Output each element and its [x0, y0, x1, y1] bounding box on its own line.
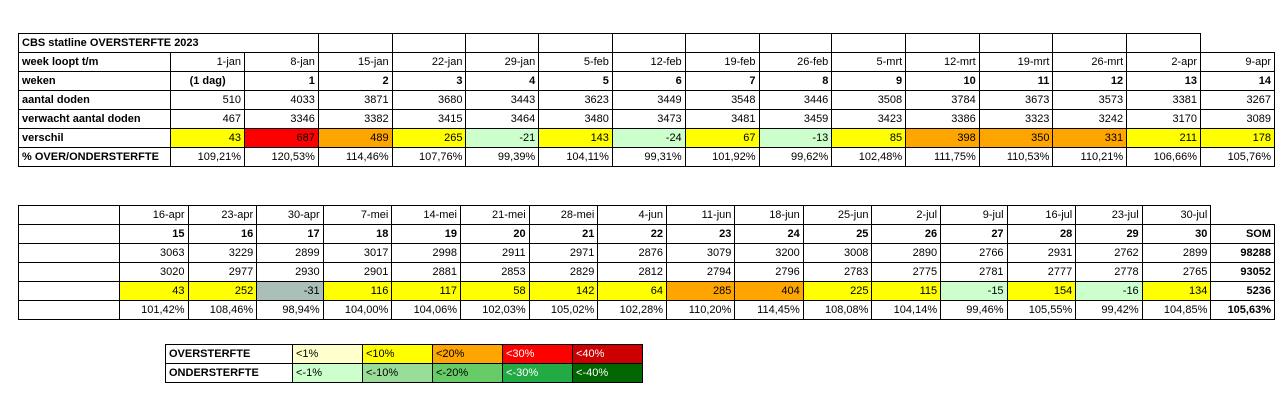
- percentage-cell: 104,14%: [872, 301, 941, 320]
- week-number-cell: 26: [872, 225, 941, 244]
- percentage-cell: 106,66%: [1127, 148, 1201, 167]
- row-weeks: [19, 72, 1275, 91]
- difference-cell: 43: [171, 129, 245, 148]
- percentage-cell: 109,21%: [171, 148, 245, 167]
- week-end-date-cell: 2-apr: [1127, 53, 1201, 72]
- week-number-cell: 6: [612, 72, 685, 91]
- difference-cell: 117: [392, 282, 461, 301]
- week-number-cell: 17: [257, 225, 323, 244]
- expected-deaths-cell: 3382: [318, 110, 392, 129]
- table-block-1: [18, 33, 1275, 167]
- percentage-cell: 102,28%: [598, 301, 667, 320]
- week-number-cell: 18: [323, 225, 392, 244]
- empty-label-cell: [19, 282, 120, 301]
- percentage-cell: 110,53%: [979, 148, 1053, 167]
- percentage-cell: 102,48%: [832, 148, 906, 167]
- week-end-date-cell: 9-apr: [1201, 53, 1275, 72]
- week-end-date-cell: 4-jun: [598, 206, 667, 225]
- legend-label-oversterfte: OVERSTERFTE: [166, 345, 293, 364]
- percentage-cell: 101,92%: [685, 148, 759, 167]
- deaths-cell: 3680: [392, 91, 466, 110]
- expected-deaths-cell: 2796: [735, 263, 803, 282]
- deaths-cell: 3784: [906, 91, 980, 110]
- row-label-week-end: week loopt t/m: [19, 53, 171, 72]
- deaths-cell: 3381: [1127, 91, 1201, 110]
- percentage-cell: 99,62%: [759, 148, 832, 167]
- spacer-cell: [979, 34, 1053, 53]
- legend-cell: <30%: [503, 345, 573, 364]
- deaths-cell: 2762: [1076, 244, 1142, 263]
- week-end-date-cell: 18-jun: [735, 206, 803, 225]
- row-label-weeks: weken: [19, 72, 171, 91]
- percentage-cell: 104,11%: [539, 148, 613, 167]
- row-expected-deaths-2: [19, 263, 1275, 282]
- sum-cell: 105,63%: [1211, 301, 1275, 320]
- percentage-cell: 102,03%: [461, 301, 530, 320]
- expected-deaths-cell: 3386: [906, 110, 980, 129]
- week-number-cell: 16: [188, 225, 257, 244]
- row-expected-deaths: [19, 110, 1275, 129]
- week-end-date-cell: 7-mei: [323, 206, 392, 225]
- week-end-date-cell: 9-jul: [941, 206, 1007, 225]
- expected-deaths-cell: 3464: [466, 110, 539, 129]
- difference-cell: 64: [598, 282, 667, 301]
- difference-cell: -16: [1076, 282, 1142, 301]
- week-number-cell: 23: [667, 225, 735, 244]
- difference-cell: 404: [735, 282, 803, 301]
- expected-deaths-cell: 3459: [759, 110, 832, 129]
- deaths-cell: 3267: [1201, 91, 1275, 110]
- difference-cell: 252: [188, 282, 257, 301]
- week-number-cell: 14: [1201, 72, 1275, 91]
- expected-deaths-cell: 2853: [461, 263, 530, 282]
- deaths-cell: 510: [171, 91, 245, 110]
- row-week-end-dates-2: [19, 206, 1275, 225]
- week-number-cell: 20: [461, 225, 530, 244]
- expected-deaths-cell: 2930: [257, 263, 323, 282]
- spacer-cell: [612, 34, 685, 53]
- week-number-cell: 29: [1076, 225, 1142, 244]
- difference-cell: 115: [872, 282, 941, 301]
- difference-cell: 350: [979, 129, 1053, 148]
- expected-deaths-cell: 3423: [832, 110, 906, 129]
- legend-label-ondersterfte: ONDERSTERFTE: [166, 364, 293, 383]
- difference-cell: 178: [1201, 129, 1275, 148]
- expected-deaths-cell: 3242: [1053, 110, 1127, 129]
- week-number-cell: 25: [803, 225, 872, 244]
- legend-cell: <1%: [293, 345, 363, 364]
- week-number-cell: (1 dag): [171, 72, 245, 91]
- deaths-cell: 3229: [188, 244, 257, 263]
- expected-deaths-cell: 3323: [979, 110, 1053, 129]
- spacer-cell: [906, 34, 980, 53]
- expected-deaths-cell: 3170: [1127, 110, 1201, 129]
- expected-deaths-cell: 2794: [667, 263, 735, 282]
- percentage-cell: 114,46%: [318, 148, 392, 167]
- percentage-cell: 104,85%: [1142, 301, 1211, 320]
- spacer-cell: [1127, 34, 1201, 53]
- deaths-cell: 3673: [979, 91, 1053, 110]
- expected-deaths-cell: 2778: [1076, 263, 1142, 282]
- percentage-cell: 108,46%: [188, 301, 257, 320]
- expected-deaths-cell: 2881: [392, 263, 461, 282]
- week-number-cell: 7: [685, 72, 759, 91]
- deaths-cell: 3017: [323, 244, 392, 263]
- week-number-cell: 24: [735, 225, 803, 244]
- legend-cell: <-30%: [503, 364, 573, 383]
- week-number-cell: 1: [245, 72, 319, 91]
- week-end-date-cell: 23-apr: [188, 206, 257, 225]
- difference-cell: 142: [529, 282, 598, 301]
- expected-deaths-cell: 2775: [872, 263, 941, 282]
- percentage-cell: 105,02%: [529, 301, 598, 320]
- week-number-cell: 2: [318, 72, 392, 91]
- week-end-date-cell: 30-jul: [1142, 206, 1211, 225]
- difference-cell: 143: [539, 129, 613, 148]
- week-end-date-cell: 26-mrt: [1053, 53, 1127, 72]
- deaths-cell: 2931: [1007, 244, 1076, 263]
- week-number-cell: 27: [941, 225, 1007, 244]
- difference-cell: 58: [461, 282, 530, 301]
- week-number-cell: 15: [119, 225, 188, 244]
- row-label-pct: % OVER/ONDERSTERFTE: [19, 148, 171, 167]
- spacer-cell: [318, 34, 392, 53]
- percentage-cell: 114,45%: [735, 301, 803, 320]
- difference-cell: 85: [832, 129, 906, 148]
- week-end-date-cell: 11-jun: [667, 206, 735, 225]
- row-difference-2: [19, 282, 1275, 301]
- week-end-date-cell: 23-jul: [1076, 206, 1142, 225]
- difference-cell: 687: [245, 129, 319, 148]
- table-block-2: [18, 205, 1275, 320]
- spacer-cell: [466, 34, 539, 53]
- expected-deaths-cell: 3481: [685, 110, 759, 129]
- expected-deaths-cell: 2977: [188, 263, 257, 282]
- percentage-cell: 111,75%: [906, 148, 980, 167]
- percentage-cell: 105,76%: [1201, 148, 1275, 167]
- week-number-cell: 11: [979, 72, 1053, 91]
- row-label-diff: verschil: [19, 129, 171, 148]
- difference-cell: -15: [941, 282, 1007, 301]
- week-number-cell: 30: [1142, 225, 1211, 244]
- week-end-date-cell: 19-feb: [685, 53, 759, 72]
- deaths-cell: 3063: [119, 244, 188, 263]
- sum-cell: 5236: [1211, 282, 1275, 301]
- deaths-cell: 3573: [1053, 91, 1127, 110]
- deaths-cell: 3508: [832, 91, 906, 110]
- week-end-date-cell: 21-mei: [461, 206, 530, 225]
- difference-cell: 489: [318, 129, 392, 148]
- row-label-expected: verwacht aantal doden: [19, 110, 171, 129]
- spacer-cell: [539, 34, 613, 53]
- week-end-date-cell: 26-feb: [759, 53, 832, 72]
- percentage-cell: 120,53%: [245, 148, 319, 167]
- week-end-date-cell: 16-jul: [1007, 206, 1076, 225]
- deaths-cell: 2911: [461, 244, 530, 263]
- expected-deaths-cell: 467: [171, 110, 245, 129]
- title-row: [19, 34, 1275, 53]
- empty-label-cell: [19, 301, 120, 320]
- deaths-cell: 2971: [529, 244, 598, 263]
- week-number-cell: 28: [1007, 225, 1076, 244]
- row-week-end-dates: [19, 53, 1275, 72]
- difference-cell: 331: [1053, 129, 1127, 148]
- legend-cell: <-40%: [573, 364, 643, 383]
- spacer-cell: [759, 34, 832, 53]
- week-number-cell: 3: [392, 72, 466, 91]
- week-end-date-cell: 30-apr: [257, 206, 323, 225]
- percentage-cell: 101,42%: [119, 301, 188, 320]
- row-percentage-2: [19, 301, 1275, 320]
- difference-cell: 398: [906, 129, 980, 148]
- legend-row-ondersterfte: [166, 364, 643, 383]
- row-label-deaths: aantal doden: [19, 91, 171, 110]
- difference-cell: -13: [759, 129, 832, 148]
- week-end-date-cell: 29-jan: [466, 53, 539, 72]
- legend-cell: <-1%: [293, 364, 363, 383]
- week-end-date-cell: 5-mrt: [832, 53, 906, 72]
- deaths-cell: 2766: [941, 244, 1007, 263]
- expected-deaths-cell: 2829: [529, 263, 598, 282]
- expected-deaths-cell: 2777: [1007, 263, 1076, 282]
- week-end-date-cell: 19-mrt: [979, 53, 1053, 72]
- week-number-cell: 8: [759, 72, 832, 91]
- spacer-cell: [832, 34, 906, 53]
- expected-deaths-cell: 2812: [598, 263, 667, 282]
- percentage-cell: 108,08%: [803, 301, 872, 320]
- percentage-cell: 99,46%: [941, 301, 1007, 320]
- legend-cell: <10%: [363, 345, 433, 364]
- legend-table: [165, 344, 643, 383]
- difference-cell: -21: [466, 129, 539, 148]
- week-end-date-cell: 15-jan: [318, 53, 392, 72]
- row-percentage: [19, 148, 1275, 167]
- difference-cell: 285: [667, 282, 735, 301]
- week-number-cell: 5: [539, 72, 613, 91]
- deaths-cell: 2876: [598, 244, 667, 263]
- week-end-date-cell: 14-mei: [392, 206, 461, 225]
- deaths-cell: 3079: [667, 244, 735, 263]
- page-title: CBS statline OVERSTERFTE 2023: [19, 34, 319, 53]
- week-end-date-cell: 25-jun: [803, 206, 872, 225]
- percentage-cell: 107,76%: [392, 148, 466, 167]
- percentage-cell: 99,42%: [1076, 301, 1142, 320]
- week-number-cell: 9: [832, 72, 906, 91]
- week-number-cell: 22: [598, 225, 667, 244]
- week-number-cell: 10: [906, 72, 980, 91]
- spacer-cell: [1053, 34, 1127, 53]
- week-number-cell: 21: [529, 225, 598, 244]
- deaths-cell: 3449: [612, 91, 685, 110]
- difference-cell: 43: [119, 282, 188, 301]
- deaths-cell: 2998: [392, 244, 461, 263]
- percentage-cell: 104,00%: [323, 301, 392, 320]
- week-number-cell: 12: [1053, 72, 1127, 91]
- deaths-cell: 3623: [539, 91, 613, 110]
- difference-cell: 116: [323, 282, 392, 301]
- row-weeks-2: [19, 225, 1275, 244]
- legend-cell: <40%: [573, 345, 643, 364]
- difference-cell: 225: [803, 282, 872, 301]
- deaths-cell: 3443: [466, 91, 539, 110]
- deaths-cell: 2899: [257, 244, 323, 263]
- sum-cell: 93052: [1211, 263, 1275, 282]
- week-number-cell: 13: [1127, 72, 1201, 91]
- row-deaths-2: [19, 244, 1275, 263]
- expected-deaths-cell: 3020: [119, 263, 188, 282]
- deaths-cell: 3446: [759, 91, 832, 110]
- expected-deaths-cell: 3415: [392, 110, 466, 129]
- week-number-cell: 19: [392, 225, 461, 244]
- percentage-cell: 98,94%: [257, 301, 323, 320]
- deaths-cell: 3548: [685, 91, 759, 110]
- expected-deaths-cell: 2781: [941, 263, 1007, 282]
- spacer-cell: [685, 34, 759, 53]
- row-deaths: [19, 91, 1275, 110]
- expected-deaths-cell: 3480: [539, 110, 613, 129]
- percentage-cell: 104,06%: [392, 301, 461, 320]
- week-end-date-cell: 8-jan: [245, 53, 319, 72]
- legend-cell: <-20%: [433, 364, 503, 383]
- empty-label-cell: [19, 206, 120, 225]
- percentage-cell: 99,39%: [466, 148, 539, 167]
- deaths-cell: 3871: [318, 91, 392, 110]
- deaths-cell: 3008: [803, 244, 872, 263]
- week-end-date-cell: 12-mrt: [906, 53, 980, 72]
- expected-deaths-cell: 2901: [323, 263, 392, 282]
- percentage-cell: 110,21%: [1053, 148, 1127, 167]
- expected-deaths-cell: 3089: [1201, 110, 1275, 129]
- spacer-cell: [392, 34, 466, 53]
- expected-deaths-cell: 2783: [803, 263, 872, 282]
- percentage-cell: 110,20%: [667, 301, 735, 320]
- week-end-date-cell: 2-jul: [872, 206, 941, 225]
- difference-cell: 211: [1127, 129, 1201, 148]
- week-end-date-cell: 12-feb: [612, 53, 685, 72]
- legend-row-oversterfte: [166, 345, 643, 364]
- difference-cell: -24: [612, 129, 685, 148]
- percentage-cell: 105,55%: [1007, 301, 1076, 320]
- deaths-cell: 2899: [1142, 244, 1211, 263]
- difference-cell: -31: [257, 282, 323, 301]
- week-end-date-cell: 22-jan: [392, 53, 466, 72]
- empty-label-cell: [19, 225, 120, 244]
- week-end-date-cell: 28-mei: [529, 206, 598, 225]
- week-number-cell: 4: [466, 72, 539, 91]
- difference-cell: 265: [392, 129, 466, 148]
- expected-deaths-cell: 2765: [1142, 263, 1211, 282]
- deaths-cell: 4033: [245, 91, 319, 110]
- empty-label-cell: [19, 244, 120, 263]
- row-difference: [19, 129, 1275, 148]
- legend-cell: <-10%: [363, 364, 433, 383]
- difference-cell: 134: [1142, 282, 1211, 301]
- difference-cell: 67: [685, 129, 759, 148]
- week-end-date-cell: 5-feb: [539, 53, 613, 72]
- sum-cell: 98288: [1211, 244, 1275, 263]
- percentage-cell: 99,31%: [612, 148, 685, 167]
- week-end-date-cell: 1-jan: [171, 53, 245, 72]
- expected-deaths-cell: 3346: [245, 110, 319, 129]
- week-end-date-cell: 16-apr: [119, 206, 188, 225]
- deaths-cell: 3200: [735, 244, 803, 263]
- difference-cell: 154: [1007, 282, 1076, 301]
- legend-cell: <20%: [433, 345, 503, 364]
- deaths-cell: 2890: [872, 244, 941, 263]
- expected-deaths-cell: 3473: [612, 110, 685, 129]
- sum-header-cell: SOM: [1211, 225, 1275, 244]
- empty-label-cell: [19, 263, 120, 282]
